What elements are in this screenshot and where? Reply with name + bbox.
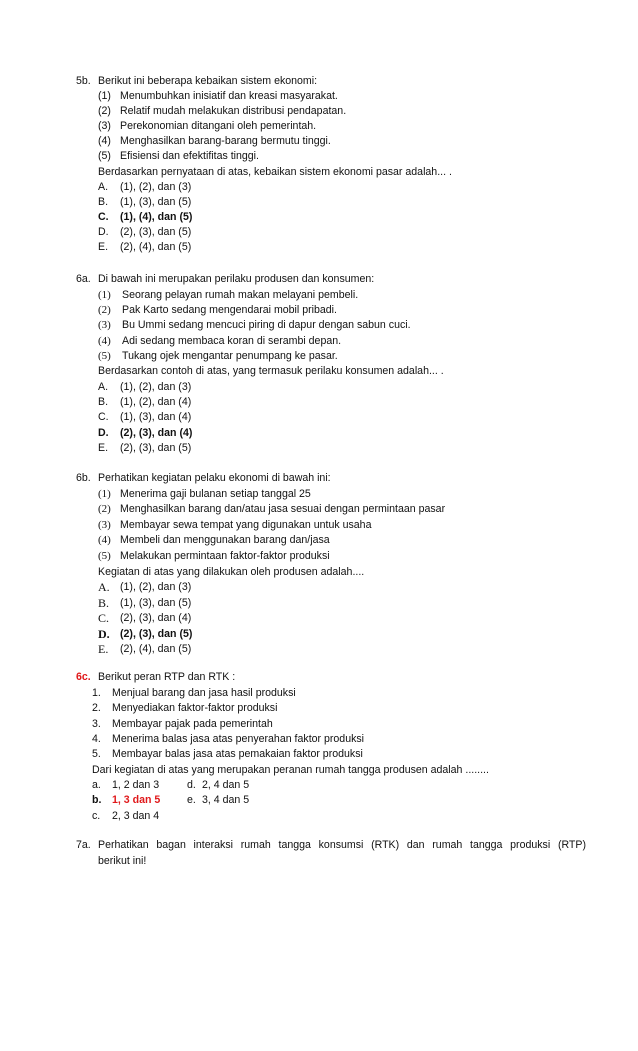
- item-number: 5.: [92, 748, 101, 760]
- question-label: 7a.: [76, 839, 91, 851]
- option-text: (1), (3), dan (5): [120, 196, 192, 208]
- question-label: 6b.: [76, 472, 91, 484]
- option-letter: E.: [98, 442, 109, 454]
- option-text: (1), (2), dan (3): [120, 381, 192, 393]
- option-text-correct: 1, 3 dan 5: [112, 794, 161, 806]
- option-text: (2), (3), dan (4): [120, 612, 192, 624]
- question-stem: Perhatikan kegiatan pelaku ekonomi di bawah ini:: [98, 472, 331, 484]
- option-letter-correct: b.: [92, 794, 102, 806]
- option-text: 3, 4 dan 5: [202, 794, 250, 806]
- item-text: Menumbuhkan inisiatif dan kreasi masyarakat.: [120, 90, 338, 102]
- option-text: 2, 3 dan 4: [112, 810, 160, 822]
- item-text: Menghasilkan barang dan/atau jasa sesuai dengan permintaan pasar: [120, 503, 446, 515]
- option-letter: A.: [98, 381, 109, 393]
- item-text: Efisiensi dan efektifitas tinggi.: [120, 150, 259, 162]
- option-text: (2), (3), dan (5): [120, 226, 192, 238]
- option-letter: D.: [98, 226, 109, 238]
- option-text: (1), (3), dan (5): [120, 597, 192, 609]
- item-text: Adi sedang membaca koran di serambi depan.: [122, 335, 342, 347]
- item-number: (2): [98, 105, 111, 117]
- option-letter: a.: [92, 779, 101, 791]
- option-text: (1), (2), dan (3): [120, 181, 192, 193]
- item-text: Tukang ojek mengantar penumpang ke pasar.: [122, 350, 338, 362]
- question-stem: Berikut ini beberapa kebaikan sistem ekonomi:: [98, 75, 318, 87]
- option-text: (1), (2), dan (3): [120, 581, 192, 593]
- item-number: (4): [98, 135, 111, 147]
- option-letter-correct: D.: [98, 627, 110, 641]
- option-text: 1, 2 dan 3: [112, 779, 160, 791]
- item-number: (5): [98, 550, 111, 562]
- item-text: Menerima gaji bulanan setiap tanggal 25: [120, 488, 311, 500]
- item-number: 3.: [92, 718, 101, 730]
- item-text: Membayar pajak pada pemerintah: [112, 718, 273, 730]
- item-text: Perekonomian ditangani oleh pemerintah.: [120, 120, 317, 132]
- option-text-correct: (2), (3), dan (5): [120, 628, 193, 640]
- item-text: Melakukan permintaan faktor-faktor produksi: [120, 550, 330, 562]
- option-letter: A.: [98, 181, 109, 193]
- item-number: (5): [98, 150, 111, 162]
- item-text: Seorang pelayan rumah makan melayani pembeli.: [122, 289, 359, 301]
- item-number: 4.: [92, 733, 101, 745]
- item-number: (1): [98, 289, 111, 301]
- item-number: (3): [98, 319, 111, 331]
- option-letter: d.: [187, 779, 196, 791]
- item-number: (4): [98, 534, 111, 546]
- option-letter: E.: [98, 241, 109, 253]
- item-number: (3): [98, 120, 111, 132]
- item-number: 1.: [92, 687, 101, 699]
- item-text: Relatif mudah melakukan distribusi pendapatan.: [120, 105, 347, 117]
- item-text: Membayar sewa tempat yang digunakan untuk usaha: [120, 519, 372, 531]
- option-letter: C.: [98, 411, 109, 423]
- item-number: (5): [98, 350, 111, 362]
- item-text: Bu Ummi sedang mencuci piring di dapur dengan sabun cuci.: [122, 319, 411, 331]
- question-stem-line1: Perhatikan bagan interaksi rumah tangga konsumsi (RTK) dan rumah tangga produksi (RTP): [98, 839, 586, 851]
- item-number: (1): [98, 488, 111, 500]
- option-letter: C.: [98, 611, 110, 625]
- option-text-correct: (2), (3), dan (4): [120, 427, 193, 439]
- question-text: Berdasarkan pernyataan di atas, kebaikan sistem ekonomi pasar adalah... .: [98, 166, 452, 178]
- option-text: (2), (4), dan (5): [120, 241, 192, 253]
- option-text: (2), (3), dan (5): [120, 442, 192, 454]
- item-number: (4): [98, 335, 111, 347]
- item-number: (2): [98, 503, 111, 515]
- option-text: 2, 4 dan 5: [202, 779, 250, 791]
- item-text: Membayar balas jasa atas pemakaian faktor produksi: [112, 748, 363, 760]
- option-letter: e.: [187, 794, 196, 806]
- item-text: Pak Karto sedang mengendarai mobil pribadi.: [122, 304, 337, 316]
- item-number: (1): [98, 90, 111, 102]
- item-text: Menjual barang dan jasa hasil produksi: [112, 687, 296, 699]
- item-number: 2.: [92, 702, 101, 714]
- item-number: (3): [98, 519, 111, 531]
- item-number: (2): [98, 304, 111, 316]
- option-letter: c.: [92, 810, 101, 822]
- option-letter-correct: D.: [98, 427, 109, 439]
- item-text: Menyediakan faktor-faktor produksi: [112, 702, 278, 714]
- option-letter: A.: [98, 580, 110, 594]
- option-text: (1), (3), dan (4): [120, 411, 192, 423]
- question-stem-line2: berikut ini!: [98, 855, 147, 867]
- question-text: Dari kegiatan di atas yang merupakan peranan rumah tangga produsen adalah ........: [92, 764, 489, 776]
- question-stem: Di bawah ini merupakan perilaku produsen dan konsumen:: [98, 273, 375, 285]
- item-text: Menghasilkan barang-barang bermutu tinggi.: [120, 135, 331, 147]
- option-text: (1), (2), dan (4): [120, 396, 192, 408]
- question-text: Kegiatan di atas yang dilakukan oleh produsen adalah....: [98, 566, 365, 578]
- item-text: Membeli dan menggunakan barang dan/jasa: [120, 534, 330, 546]
- option-letter: E.: [98, 642, 109, 656]
- option-text-correct: (1), (4), dan (5): [120, 211, 193, 223]
- question-label: 5b.: [76, 75, 91, 87]
- option-text: (2), (4), dan (5): [120, 643, 192, 655]
- item-text: Menerima balas jasa atas penyerahan faktor produksi: [112, 733, 365, 745]
- question-stem: Berikut peran RTP dan RTK :: [98, 671, 236, 683]
- option-letter: B.: [98, 396, 109, 408]
- question-label: 6a.: [76, 273, 91, 285]
- option-letter: B.: [98, 596, 110, 610]
- option-letter: B.: [98, 196, 109, 208]
- question-label: 6c.: [76, 671, 91, 683]
- question-text: Berdasarkan contoh di atas, yang termasuk perilaku konsumen adalah... .: [98, 365, 444, 377]
- option-letter-correct: C.: [98, 211, 109, 223]
